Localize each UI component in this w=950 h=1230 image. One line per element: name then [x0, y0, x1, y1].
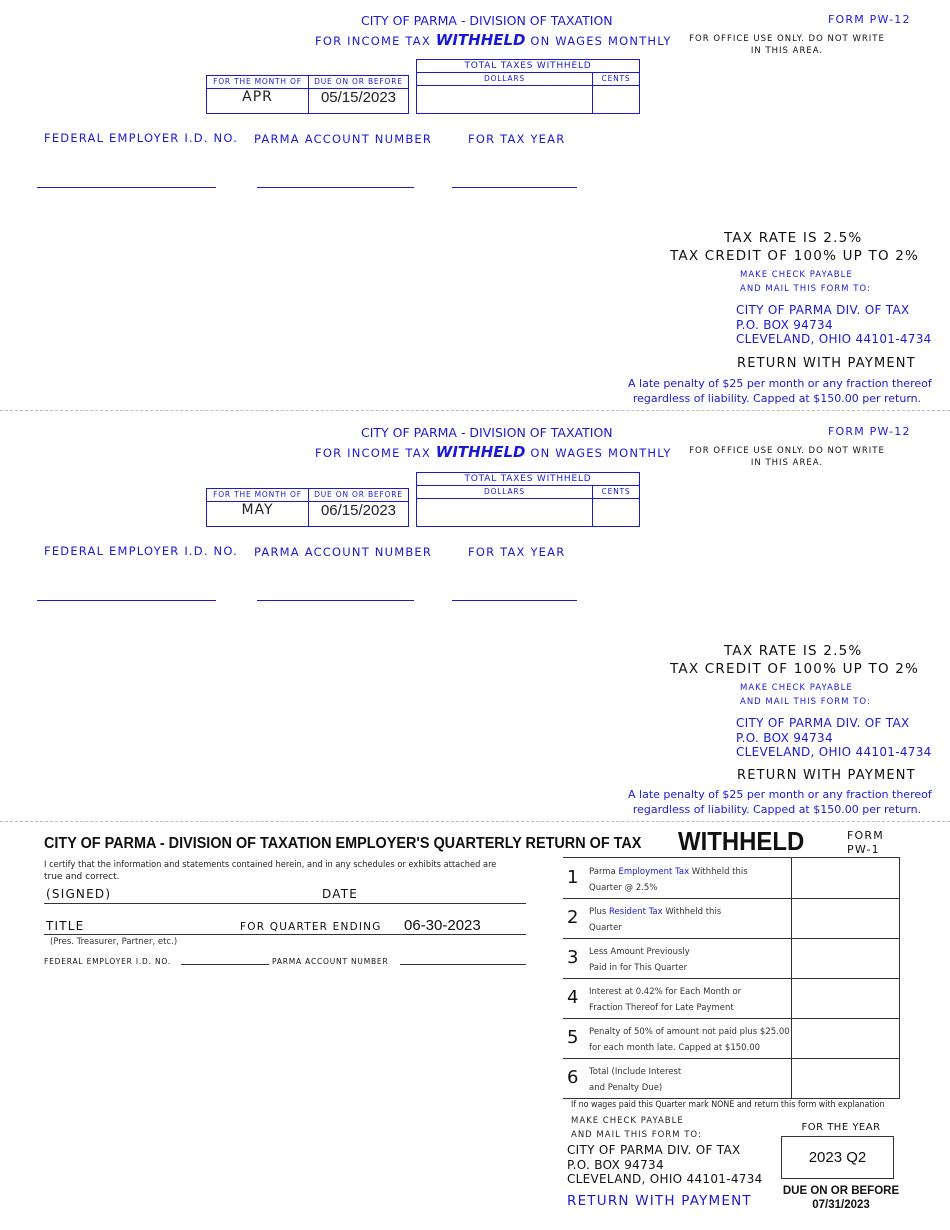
tax-rate: TAX RATE IS 2.5% [724, 643, 863, 659]
line-3-amount[interactable] [791, 938, 900, 978]
date-label: DATE [322, 887, 359, 901]
table-row: 5 Penalty of 50% of amount not paid plus $25.00 for each month late. Capped at $150.00 [563, 1018, 899, 1059]
due-date: DUE ON OR BEFORE 07/31/2023 [782, 1185, 900, 1211]
line-4-amount[interactable] [791, 978, 900, 1018]
table-row: 6 Total (Include Interest and Penalty Due) [563, 1058, 899, 1098]
month-label: FOR THE MONTH OF [213, 490, 302, 499]
fein-field[interactable] [37, 187, 216, 188]
table-row: 3 Less Amount Previously Paid in for This Quarter [563, 938, 899, 979]
form-id: FORM PW-12 [828, 13, 911, 26]
tax-year-label: FOR TAX YEAR [468, 545, 566, 559]
dollars-input[interactable] [417, 500, 592, 526]
tax-year-label: FOR TAX YEAR [468, 132, 566, 146]
dollars-label: DOLLARS [484, 74, 525, 83]
cents-input[interactable] [593, 500, 639, 526]
title-line[interactable] [44, 934, 526, 935]
tax-credit: TAX CREDIT OF 100% UP TO 2% [670, 248, 920, 264]
fein-label: FEDERAL EMPLOYER I.D. NO. [44, 544, 238, 558]
monthly-coupon-apr [0, 0, 950, 412]
withheld-heading: WITHHELD [678, 826, 805, 856]
account-field[interactable] [400, 964, 526, 965]
line-5-amount[interactable] [791, 1018, 900, 1058]
table-row: 1 Parma Employment Tax Withheld this Quarter @ 2.5% [563, 858, 899, 899]
line-2-amount[interactable] [791, 898, 900, 938]
fein-field[interactable] [37, 600, 216, 601]
due-label: DUE ON OR BEFORE [314, 77, 403, 86]
for-the-year-label: FOR THE YEAR [801, 1122, 881, 1133]
due-value: 06/15/2023 [320, 502, 397, 519]
office-use-note: FOR OFFICE USE ONLY. DO NOT WRITE IN THIS AREA. [689, 446, 885, 468]
title-note: (Pres. Treasurer, Partner, etc.) [50, 937, 178, 947]
account-field[interactable] [257, 187, 414, 188]
account-field[interactable] [257, 600, 414, 601]
dollars-label: DOLLARS [484, 487, 525, 496]
mailing-address: CITY OF PARMA DIV. OF TAX P.O. BOX 94734 CLEVELAND, OHIO 44101-4734 [736, 716, 932, 759]
signature-line[interactable] [44, 903, 526, 904]
account-label: PARMA ACCOUNT NUMBER [254, 545, 433, 559]
coupon-title: CITY OF PARMA - DIVISION OF TAXATION [361, 425, 613, 440]
tax-credit: TAX CREDIT OF 100% UP TO 2% [670, 661, 920, 677]
tax-year-field[interactable] [452, 600, 577, 601]
table-row: 2 Plus Resident Tax Withheld this Quarter [563, 898, 899, 939]
quarter-ending-label: FOR QUARTER ENDING [240, 921, 382, 933]
coupon-subtitle: FOR INCOME TAX WITHHELD ON WAGES MONTHLY [315, 31, 672, 49]
payable-note: MAKE CHECK PAYABLE AND MAIL THIS FORM TO: [740, 683, 871, 707]
fein-label: FEDERAL EMPLOYER I.D. NO. [44, 131, 238, 145]
office-use-note: FOR OFFICE USE ONLY. DO NOT WRITE IN THIS AREA. [689, 34, 885, 56]
due-value: 05/15/2023 [320, 89, 397, 106]
coupon-title: CITY OF PARMA - DIVISION OF TAXATION [361, 13, 613, 28]
return-with-payment: RETURN WITH PAYMENT [737, 768, 916, 783]
late-penalty-note: A late penalty of $25 per month or any fraction thereof regardless of liability. Capped at $150.00 per return. [628, 788, 932, 816]
total-taxes-label: TOTAL TAXES WITHHELD [464, 61, 592, 71]
tax-year-field[interactable] [452, 187, 577, 188]
total-taxes-box [416, 59, 640, 114]
signed-label: (SIGNED) [46, 887, 112, 901]
form-id: FORM PW-12 [828, 425, 911, 438]
coupon-subtitle: FOR INCOME TAX WITHHELD ON WAGES MONTHLY [315, 443, 672, 461]
cut-line [0, 410, 950, 411]
quarter-ending-value[interactable]: 06-30-2023 [404, 917, 481, 934]
tax-lines-table [563, 857, 900, 1099]
cents-input[interactable] [593, 87, 639, 113]
month-label: FOR THE MONTH OF [213, 77, 302, 86]
certification-text: I certify that the information and statements contained herein, and in any schedules or exhibits attached are true and correct. [44, 860, 497, 882]
cents-label: CENTS [601, 487, 631, 496]
total-taxes-label: TOTAL TAXES WITHHELD [464, 474, 592, 484]
for-the-year-box[interactable] [781, 1136, 894, 1179]
total-taxes-box [416, 472, 640, 527]
late-penalty-note: A late penalty of $25 per month or any fraction thereof regardless of liability. Capped at $150.00 per return. [628, 377, 932, 405]
quarterly-title: CITY OF PARMA - DIVISION OF TAXATION EMPLOYER'S QUARTERLY RETURN OF TAX [44, 835, 642, 852]
month-due-box [206, 75, 409, 114]
payable-note: MAKE CHECK PAYABLE AND MAIL THIS FORM TO: [740, 270, 871, 294]
due-label: DUE ON OR BEFORE [314, 490, 403, 499]
mailing-address: CITY OF PARMA DIV. OF TAX P.O. BOX 94734 CLEVELAND, OHIO 44101-4734 [736, 303, 932, 346]
payable-note: MAKE CHECK PAYABLE AND MAIL THIS FORM TO: [571, 1116, 702, 1140]
no-wages-note: If no wages paid this Quarter mark NONE and return this form with explanation [571, 1100, 885, 1110]
mailing-address: CITY OF PARMA DIV. OF TAX P.O. BOX 94734 CLEVELAND, OHIO 44101-4734 [567, 1143, 763, 1186]
cents-label: CENTS [601, 74, 631, 83]
title-label: TITLE [46, 919, 85, 933]
fein-field[interactable] [181, 964, 269, 965]
month-due-box [206, 488, 409, 527]
return-with-payment: RETURN WITH PAYMENT [567, 1193, 752, 1209]
cut-line [0, 821, 950, 822]
account-label: PARMA ACCOUNT NUMBER [254, 132, 433, 146]
account-label: PARMA ACCOUNT NUMBER [272, 957, 389, 966]
month-value[interactable]: APR [242, 89, 273, 105]
month-value[interactable]: MAY [241, 502, 274, 518]
fein-label: FEDERAL EMPLOYER I.D. NO. [44, 957, 171, 966]
dollars-input[interactable] [417, 87, 592, 113]
line-6-amount[interactable] [791, 1058, 900, 1098]
for-the-year-value: 2023 Q2 [808, 1149, 867, 1166]
monthly-coupon-may [0, 412, 950, 824]
line-1-amount[interactable] [791, 858, 900, 898]
table-row: 4 Interest at 0.42% for Each Month or Fraction Thereof for Late Payment [563, 978, 899, 1019]
tax-rate: TAX RATE IS 2.5% [724, 230, 863, 246]
form-id: FORM PW-1 [847, 829, 884, 856]
return-with-payment: RETURN WITH PAYMENT [737, 356, 916, 371]
